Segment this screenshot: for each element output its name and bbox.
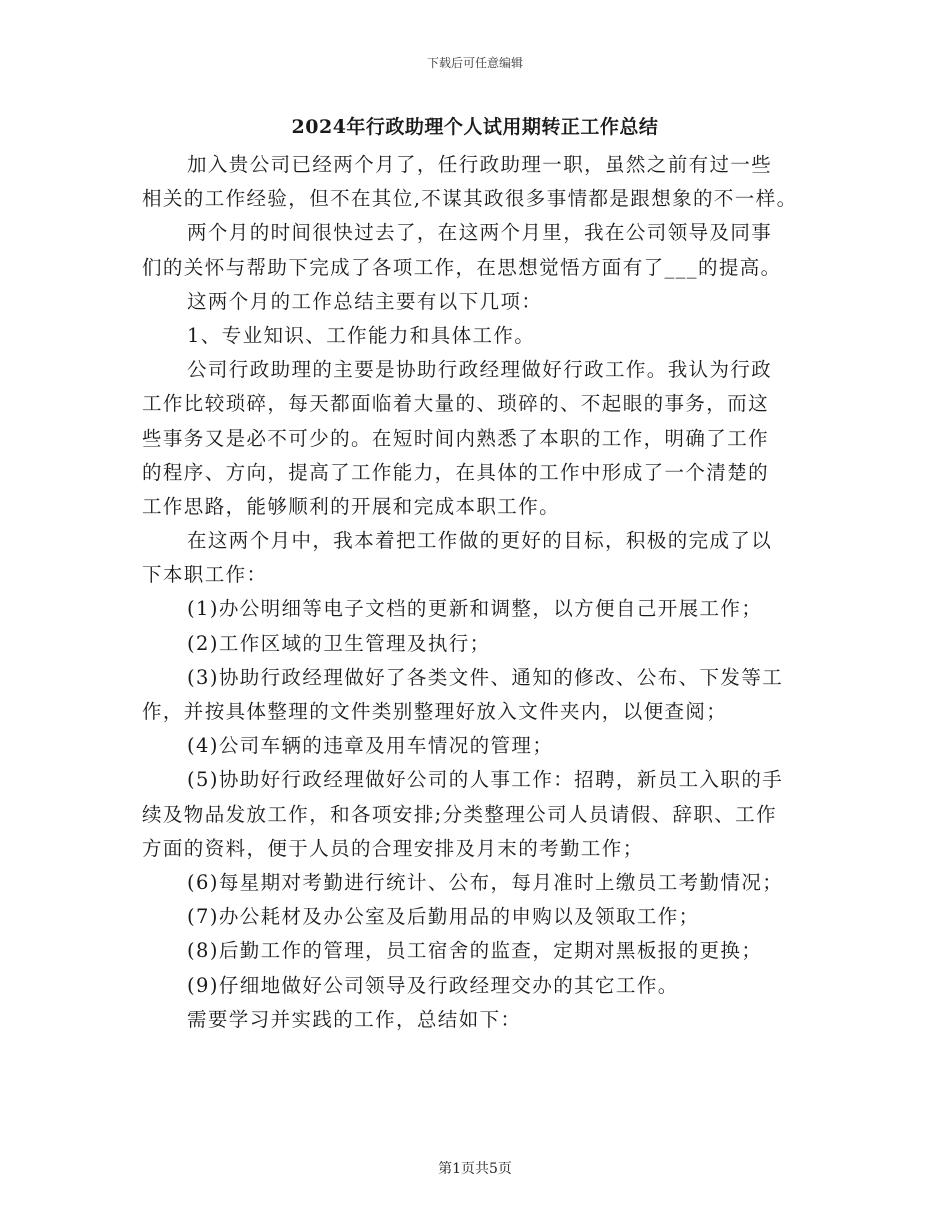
body-line: 相关的工作经验，但不在其位,不谋其政很多事情都是跟想象的不一样。	[142, 187, 798, 211]
body-line: (5)协助好行政经理做好公司的人事工作：招聘，新员工入职的手	[187, 768, 784, 792]
body-line: 下本职工作：	[142, 563, 268, 587]
document-title: 2024年行政助理个人试用期转正工作总结	[291, 116, 659, 138]
body-line: 两个月的时间很快过去了，在这两个月里，我在公司领导及同事	[187, 221, 773, 245]
body-line: (3)协助行政经理做好了各类文件、通知的修改、公布、下发等工	[187, 665, 784, 689]
body-line: (2)工作区域的卫生管理及执行；	[187, 631, 491, 655]
body-line: 工作比较琐碎，每天都面临着大量的、琐碎的、不起眼的事务，而这	[142, 392, 770, 416]
body-line: (7)办公耗材及办公室及后勤用品的申购以及领取工作；	[187, 905, 700, 929]
body-line: (6)每星期对考勤进行统计、公布，每月准时上缴员工考勤情况；	[187, 870, 784, 894]
body-line: 工作思路，能够顺利的开展和完成本职工作。	[142, 494, 561, 518]
body-line: 公司行政助理的主要是协助行政经理做好行政工作。我认为行政	[187, 358, 773, 382]
body-line: (4)公司车辆的违章及用车情况的管理；	[187, 734, 554, 758]
body-line: 续及物品发放工作，和各项安排;分类整理公司人员请假、辞职、工作	[142, 802, 777, 826]
body-line: 作，并按具体整理的文件类别整理好放入文件夹内，以便查阅；	[142, 700, 728, 723]
header-note: 下载后可任意编辑	[426, 56, 523, 70]
body-line: 加入贵公司已经两个月了，任行政助理一职，虽然之前有过一些	[187, 153, 773, 176]
body-line: 这两个月的工作总结主要有以下几项：	[187, 289, 543, 313]
body-line: 些事务又是必不可少的。在短时间内熟悉了本职的工作，明确了工作	[142, 426, 770, 450]
page-footer: 第1页共5页	[438, 1161, 512, 1177]
body-line: 方面的资料，便于人员的合理安排及月末的考勤工作；	[142, 836, 644, 860]
body-line: (1)办公明细等电子文档的更新和调整，以方便自己开展工作；	[187, 597, 763, 621]
body-line: 在这两个月中，我本着把工作做的更好的目标，积极的完成了以	[187, 529, 773, 553]
body-line: 1、专业知识、工作能力和具体工作。	[187, 323, 536, 347]
body-line: 的程序、方向，提高了工作能力，在具体的工作中形成了一个清楚的	[142, 460, 770, 484]
body-line: 需要学习并实践的工作，总结如下：	[187, 1007, 522, 1031]
document-body	[142, 148, 812, 1037]
body-line: 们的关怀与帮助下完成了各项工作，在思想觉悟方面有了___的提高。	[142, 255, 782, 279]
body-line: (9)仔细地做好公司领导及行政经理交办的其它工作。	[187, 973, 679, 997]
body-line: (8)后勤工作的管理，员工宿舍的监查，定期对黑板报的更换；	[187, 939, 763, 963]
